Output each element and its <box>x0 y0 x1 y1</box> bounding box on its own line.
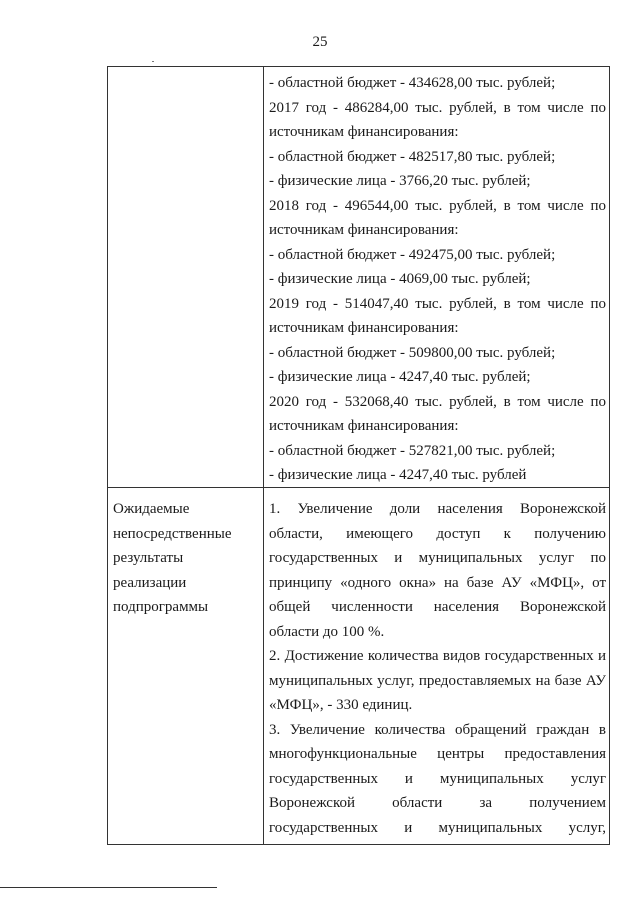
results-line: муниципальных услуг, предоставляемых на базе АУ <box>269 672 606 689</box>
funding-line: - физические лица - 4247,40 тыс. рублей <box>269 467 527 483</box>
funding-line: - физические лица - 4069,00 тыс. рублей; <box>269 271 531 287</box>
funding-line: - областной бюджет - 527821,00 тыс. рублей; <box>269 442 556 459</box>
funding-line: 2019 год - 514047,40 тыс. рублей, в том числе по <box>269 295 606 312</box>
results-line: государственных и муниципальных услуг по <box>269 550 606 566</box>
funding-line: 2020 год - 532068,40 тыс. рублей, в том числе по <box>269 393 606 410</box>
funding-line: источникам финансирования: <box>269 222 459 238</box>
funding-line: 2017 год - 486284,00 тыс. рублей, в том числе по <box>269 99 606 116</box>
funding-line: 2018 год - 496544,00 тыс. рублей, в том числе по <box>269 197 606 214</box>
funding-line: - областной бюджет - 509800,00 тыс. рублей; <box>269 344 556 361</box>
funding-line: источникам финансирования: <box>269 320 459 336</box>
results-line: государственных и муниципальных услуг, <box>269 819 606 836</box>
funding-line: источникам финансирования: <box>269 418 459 434</box>
column-divider <box>263 67 264 844</box>
results-label-line: непосредственные <box>113 525 232 542</box>
results-line: области до 100 %. <box>269 623 385 640</box>
results-line: государственных и муниципальных услуг <box>269 770 606 787</box>
funding-line: - физические лица - 3766,20 тыс. рублей; <box>269 173 531 189</box>
results-line: Воронежской области за получением <box>269 795 606 811</box>
results-line: многофункциональные центры предоставления <box>269 746 606 762</box>
page-number: 25 <box>312 34 328 50</box>
results-line: области, имеющего доступ к получению <box>269 525 606 542</box>
scan-speck <box>152 61 154 62</box>
results-label-line: результаты <box>113 550 184 566</box>
results-line: «МФЦ», - 330 единиц. <box>269 697 413 713</box>
results-line: 1. Увеличение доли населения Воронежской <box>269 501 606 517</box>
results-line: 3. Увеличение количества обращений граждан в <box>269 721 606 738</box>
results-line: принципу «одного окна» на базе АУ «МФЦ», от <box>269 574 606 591</box>
results-line: 2. Достижение количества видов государственных и <box>269 648 606 664</box>
footnote-rule <box>0 887 217 888</box>
funding-line: источникам финансирования: <box>269 124 459 140</box>
results-label-line: Ожидаемые <box>113 501 190 517</box>
passport-table <box>107 66 610 845</box>
funding-line: - областной бюджет - 434628,00 тыс. рублей; <box>269 75 556 91</box>
funding-line: - физические лица - 4247,40 тыс. рублей; <box>269 369 531 385</box>
funding-line: - областной бюджет - 482517,80 тыс. рублей; <box>269 148 556 165</box>
results-label-line: подпрограммы <box>113 599 209 615</box>
funding-line: - областной бюджет - 492475,00 тыс. рублей; <box>269 246 556 263</box>
results-line: общей численности населения Воронежской <box>269 599 606 615</box>
results-label-line: реализации <box>113 574 187 591</box>
